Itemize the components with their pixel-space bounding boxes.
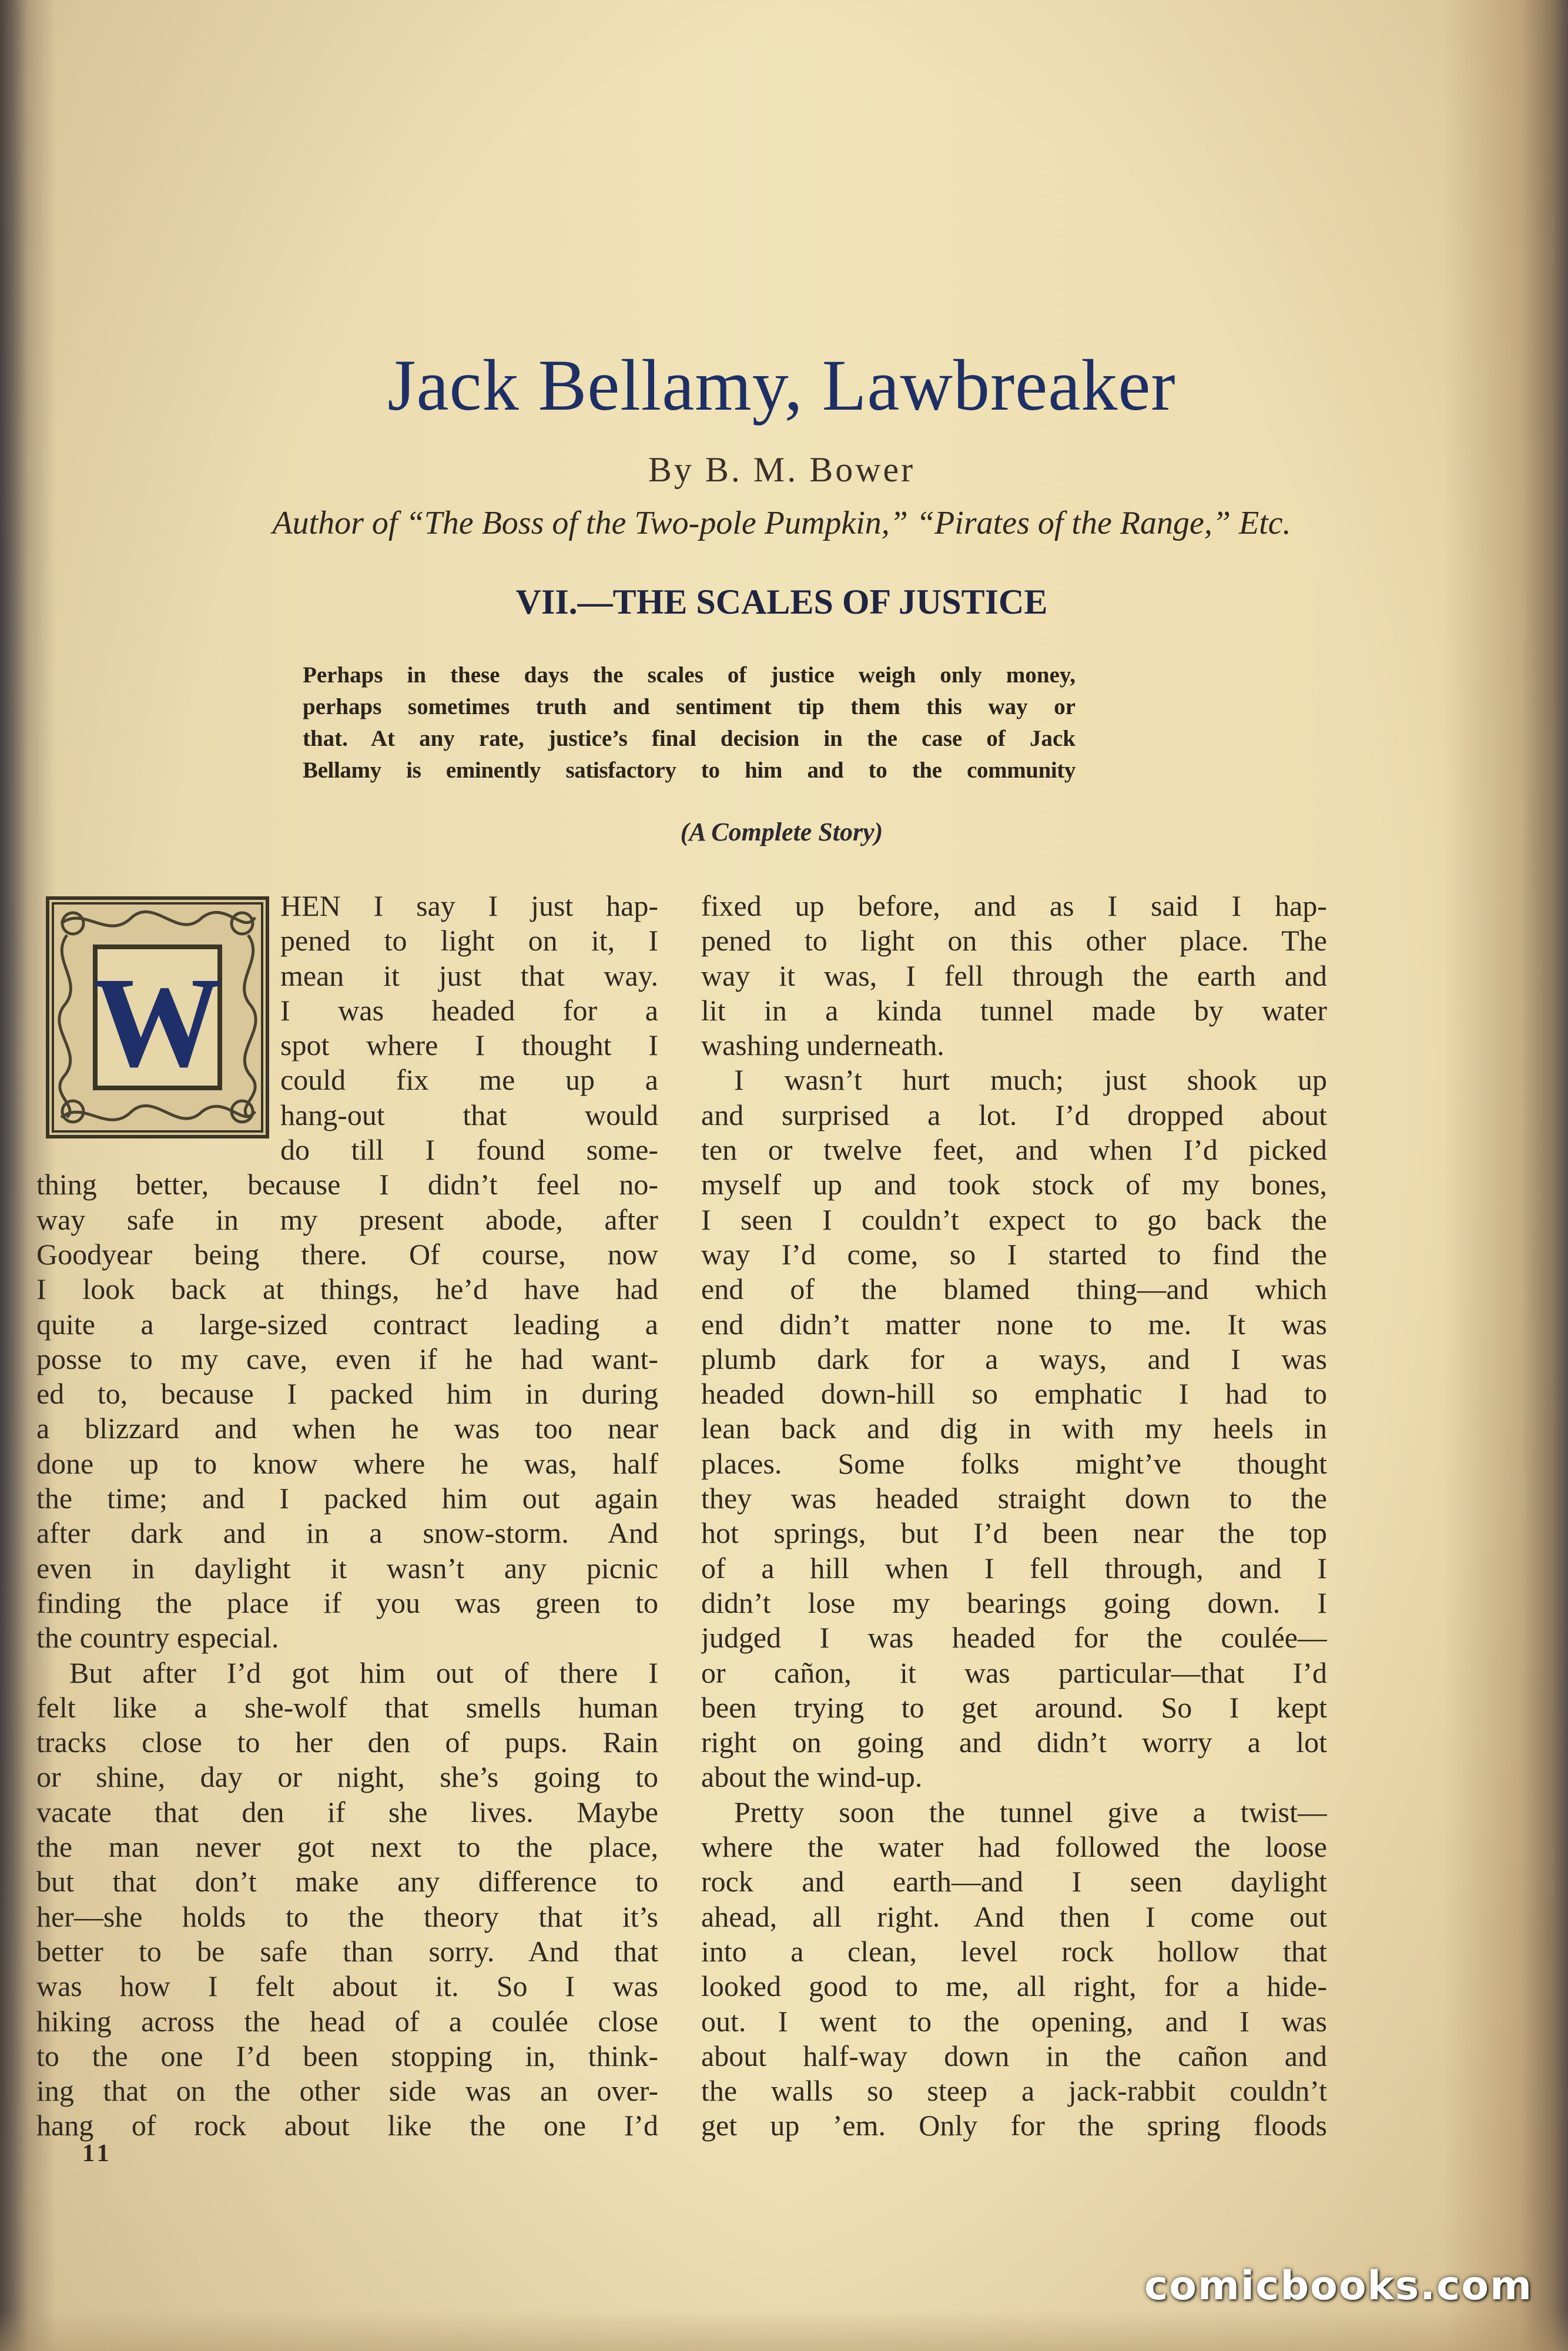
- text-line: get up ’em. Only for the spring floods: [701, 2109, 1327, 2142]
- text-line: about half-way down in the cañon and: [701, 2039, 1327, 2072]
- blurb-line: that. At any rate, justice’s final decision in the case of Jack: [303, 726, 1076, 751]
- text-line: plumb dark for a ways, and I was: [701, 1342, 1327, 1375]
- text-line: and surprised a lot. I’d dropped about: [701, 1098, 1327, 1131]
- page-number: 11: [82, 2140, 113, 2167]
- text-line: places. Some folks might’ve thought: [701, 1446, 1327, 1480]
- text-line: out. I went to the opening, and I was: [701, 2004, 1327, 2038]
- text-line: hang-out that would: [280, 1098, 658, 1131]
- text-line: mean it just that way.: [280, 959, 658, 992]
- text-line: Goodyear being there. Of course, now: [36, 1237, 658, 1271]
- text-line: the country especial.: [36, 1621, 279, 1655]
- complete-story-label: (A Complete Story): [680, 818, 883, 846]
- text-line: hot springs, but I’d been near the top: [701, 1516, 1327, 1550]
- text-line: was how I felt about it. So I was: [36, 1970, 658, 2003]
- story-blurb: [303, 659, 1076, 786]
- text-line: lean back and dig in with my heels in: [701, 1412, 1327, 1445]
- text-line: ing that on the other side was an over-: [36, 2074, 658, 2108]
- text-line: the time; and I packed him out again: [36, 1482, 658, 1515]
- text-line: even in daylight it wasn’t any picnic: [36, 1551, 658, 1585]
- text-line: or shine, day or night, she’s going to: [36, 1760, 658, 1794]
- text-line: they was headed straight down to the: [701, 1482, 1327, 1515]
- blurb-line: perhaps sometimes truth and sentiment tip them this way or: [303, 694, 1076, 719]
- text-line: vacate that den if she lives. Maybe: [36, 1795, 658, 1828]
- text-line: I look back at things, he’d have had: [36, 1272, 658, 1306]
- text-line: way it was, I fell through the earth and: [701, 959, 1327, 992]
- text-line: hang of rock about like the one I’d: [36, 2109, 658, 2142]
- text-line: way safe in my present abode, after: [36, 1203, 658, 1236]
- text-line: felt like a she-wolf that smells human: [36, 1690, 658, 1724]
- text-line: the man never got next to the place,: [36, 1830, 658, 1864]
- text-line: better to be safe than sorry. And that: [36, 1934, 658, 1968]
- text-line: a blizzard and when he was too near: [36, 1412, 658, 1445]
- text-line: her—she holds to the theory that it’s: [36, 1900, 658, 1933]
- text-line: myself up and took stock of my bones,: [701, 1168, 1327, 1201]
- text-line: end didn’t matter none to me. It was: [701, 1307, 1327, 1341]
- text-line: ed to, because I packed him in during: [36, 1377, 658, 1411]
- text-line: I wasn’t hurt much; just shook up: [734, 1063, 1327, 1097]
- text-line: I seen I couldn’t expect to go back the: [701, 1203, 1327, 1236]
- text-line: pened to light on it, I: [280, 924, 658, 957]
- text-line: ahead, all right. And then I come out: [701, 1900, 1327, 1933]
- text-line: Pretty soon the tunnel give a twist—: [734, 1795, 1327, 1828]
- text-line: ten or twelve feet, and when I’d picked: [701, 1133, 1327, 1167]
- author-credits: Author of “The Boss of the Two-pole Pumpkin,” “Pirates of the Range,” Etc.: [272, 505, 1291, 541]
- text-line: washing underneath.: [701, 1029, 944, 1062]
- text-line: done up to know where he was, half: [36, 1446, 658, 1480]
- text-line: where the water had followed the loose: [701, 1830, 1327, 1864]
- text-line: hiking across the head of a coulée close: [36, 2004, 658, 2038]
- right-text-column: [701, 889, 1327, 2144]
- text-line: rock and earth—and I seen daylight: [701, 1865, 1327, 1898]
- left-text-column: [36, 889, 658, 2144]
- text-line: end of the blamed thing—and which: [701, 1272, 1327, 1306]
- text-line: fixed up before, and as I said I hap-: [701, 889, 1327, 922]
- text-line: the walls so steep a jack-rabbit couldn’t: [701, 2074, 1327, 2108]
- text-line: spot where I thought I: [280, 1029, 658, 1062]
- text-line: been trying to get around. So I kept: [701, 1690, 1327, 1724]
- drop-cap-letter: W: [93, 950, 222, 1094]
- text-line: to the one I’d been stopping in, think-: [36, 2039, 658, 2072]
- text-line: quite a large-sized contract leading a: [36, 1307, 658, 1341]
- text-line: didn’t lose my bearings going down. I: [701, 1586, 1327, 1619]
- text-line: into a clean, level rock hollow that: [701, 1934, 1327, 1968]
- text-line: could fix me up a: [280, 1063, 658, 1097]
- text-line: after dark and in a snow-storm. And: [36, 1516, 658, 1550]
- article-title: Jack Bellamy, Lawbreaker: [387, 345, 1176, 426]
- text-line: judged I was headed for the coulée—: [701, 1621, 1327, 1655]
- text-line: posse to my cave, even if he had want-: [36, 1342, 658, 1375]
- byline: By B. M. Bower: [648, 450, 916, 489]
- text-line: do till I found some-: [280, 1133, 658, 1167]
- text-line: of a hill when I fell through, and I: [701, 1551, 1327, 1585]
- text-line: tracks close to her den of pups. Rain: [36, 1726, 658, 1759]
- text-line: about the wind-up.: [701, 1760, 923, 1794]
- text-line: I was headed for a: [280, 993, 658, 1027]
- text-line: lit in a kinda tunnel made by water: [701, 993, 1327, 1027]
- chapter-heading: VII.—THE SCALES OF JUSTICE: [515, 582, 1048, 621]
- text-line: pened to light on this other place. The: [701, 924, 1327, 957]
- text-line: right on going and didn’t worry a lot: [701, 1726, 1327, 1759]
- text-line: way I’d come, so I started to find the: [701, 1237, 1327, 1271]
- watermark: comicbooks.com: [1144, 2263, 1533, 2309]
- text-line: But after I’d got him out of there I: [69, 1656, 658, 1689]
- text-line: thing better, because I didn’t feel no-: [36, 1168, 658, 1201]
- text-line: looked good to me, all right, for a hide-: [701, 1970, 1327, 2003]
- blurb-line: Perhaps in these days the scales of justice weigh only money,: [303, 662, 1076, 688]
- text-line: finding the place if you was green to: [36, 1586, 658, 1619]
- text-line: but that don’t make any difference to: [36, 1865, 658, 1898]
- page-bottom-edge: [0, 2310, 1568, 2351]
- text-line: HEN I say I just hap-: [280, 889, 658, 922]
- text-line: or cañon, it was particular—that I’d: [701, 1656, 1327, 1689]
- blurb-line: Bellamy is eminently satisfactory to him and to the community: [303, 758, 1076, 783]
- text-line: headed down-hill so emphatic I had to: [701, 1377, 1327, 1411]
